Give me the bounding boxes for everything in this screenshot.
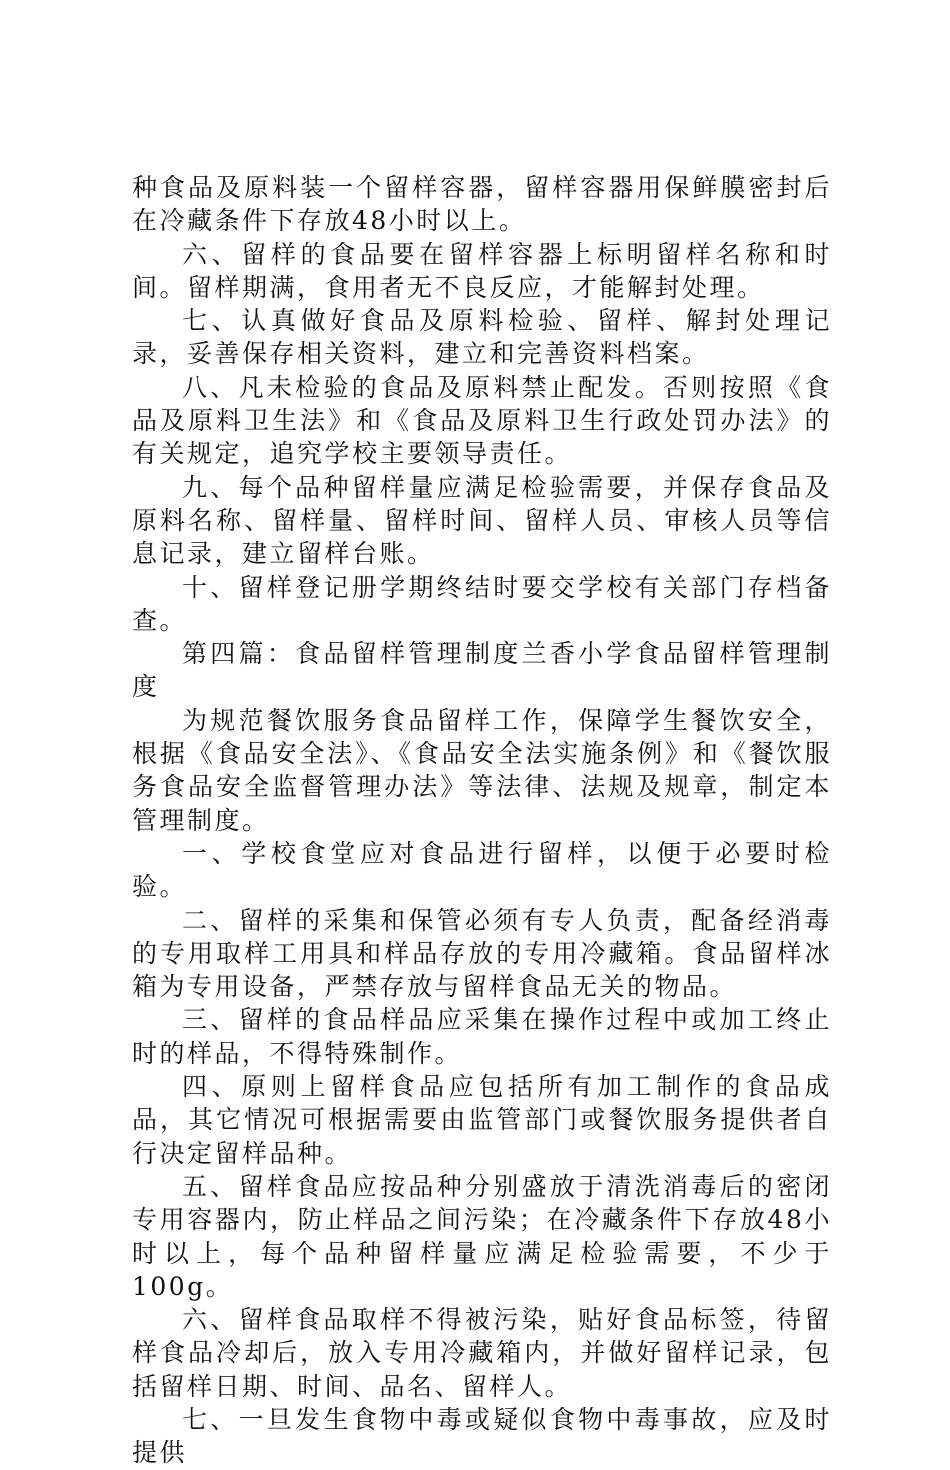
paragraph-item-9-sample-quantity: 九、每个品种留样量应满足检验需要，并保存食品及原料名称、留样量、留样时间、留样人员、审核人员等信息记录，建立留样台账。 [132,472,832,569]
paragraph-rule-1: 一、学校食堂应对食品进行留样，以便于必要时检验。 [132,838,832,902]
paragraph-rule-2: 二、留样的采集和保管必须有专人负责，配备经消毒的专用取样工用具和样品存放的专用冷藏箱。食品留样冰箱为专用设备，严禁存放与留样食品无关的物品。 [132,905,832,1002]
paragraph-intro: 为规范餐饮服务食品留样工作，保障学生餐饮安全，根据《食品安全法》、《食品安全法实施条例》和《餐饮服务食品安全监督管理办法》等法律、法规及规章，制定本管理制度。 [132,705,832,835]
paragraph-rule-7: 七、一旦发生食物中毒或疑似食物中毒事故，应及时提供 [132,1404,832,1468]
section-heading: 第四篇：食品留样管理制度兰香小学食品留样管理制度 [132,639,832,702]
paragraph-rule-3: 三、留样的食品样品应采集在操作过程中或加工终止时的样品，不得特殊制作。 [132,1005,832,1068]
paragraph-rule-5: 五、留样食品应按品种分别盛放于清洗消毒后的密闭专用容器内，防止样品之间污染；在冷藏条件下存放48小时以上，每个品种留样量应满足检验需要，不少于100g。 [132,1171,832,1301]
paragraph-rule-4: 四、原则上留样食品应包括所有加工制作的食品成品，其它情况可根据需要由监管部门或餐饮服务提供者自行决定留样品种。 [132,1072,832,1168]
document-body [132,171,832,1470]
paragraph-rule-6: 六、留样食品取样不得被污染，贴好食品标签，待留样食品冷却后，放入专用冷藏箱内，并做好留样记录，包括留样日期、时间、品名、留样人。 [132,1305,832,1401]
paragraph-item-8-prohibition: 八、凡未检验的食品及原料禁止配发。否则按照《食品及原料卫生法》和《食品及原料卫生行政处罚办法》的有关规定，追究学校主要领导责任。 [132,372,832,469]
paragraph-item-6-label-time: 六、留样的食品要在留样容器上标明留样名称和时间。留样期满，食用者无不良反应，才能解封处理。 [132,239,832,302]
paragraph-item-7-records: 七、认真做好食品及原料检验、留样、解封处理记录，妥善保存相关资料，建立和完善资料档案。 [132,306,832,369]
paragraph-item-10-archive: 十、留样登记册学期终结时要交学校有关部门存档备查。 [132,572,832,635]
paragraph-continuation: 种食品及原料装一个留样容器，留样容器用保鲜膜密封后在冷藏条件下存放48小时以上。 [132,173,832,236]
